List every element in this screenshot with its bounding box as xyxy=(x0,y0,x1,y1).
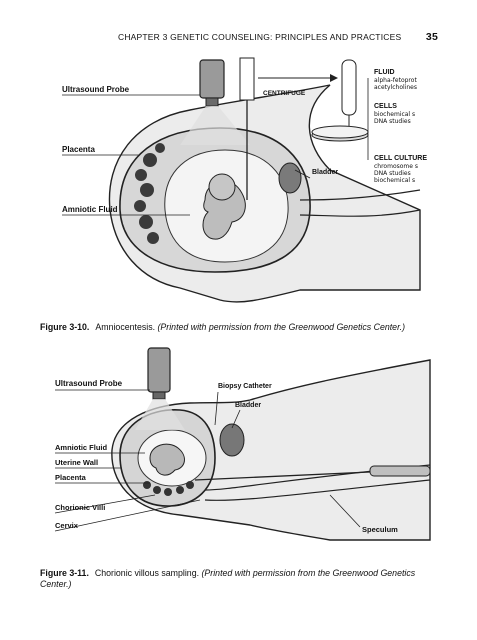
label-cells-line2: DNA studies xyxy=(374,118,411,125)
figure-chorionic-villous-sampling xyxy=(0,340,477,560)
caption-credit: (Printed with permission from the Greenwood Genetics Center.) xyxy=(157,322,406,332)
label-speculum: Speculum xyxy=(362,525,398,534)
label-centrifuge: CENTRIFUGE xyxy=(263,90,306,97)
label-bladder: Bladder xyxy=(312,169,339,176)
label-fluid-line1: alpha-fetoprot xyxy=(374,77,417,84)
caption-text-2: Chorionic villous sampling. xyxy=(94,568,200,578)
label-placenta: Placenta xyxy=(62,145,95,154)
caption-number: Figure 3-10. xyxy=(40,322,90,332)
label-culture-line3: biochemical s xyxy=(374,177,416,184)
chapter-title: CHAPTER 3 GENETIC COUNSELING: PRINCIPLES AND PRACTICES xyxy=(118,32,402,42)
label-ultrasound-probe: Ultrasound Probe xyxy=(62,85,130,94)
label-culture-head: CELL CULTURE xyxy=(374,155,428,162)
label-placenta-2: Placenta xyxy=(55,473,86,482)
label-chorionic-villi: Chorionic Villi xyxy=(55,503,106,512)
label-fluid-head: FLUID xyxy=(374,69,395,76)
label-cervix: Cervix xyxy=(55,521,78,530)
caption-number-2: Figure 3-11. xyxy=(40,568,89,578)
label-ultrasound-probe-2: Ultrasound Probe xyxy=(55,379,123,388)
figure-caption-3-11 xyxy=(40,568,440,590)
label-uterine-wall: Uterine Wall xyxy=(55,458,99,467)
label-amniotic-fluid-2: Amniotic Fluid xyxy=(55,443,108,452)
label-culture-line2: DNA studies xyxy=(374,170,411,177)
page-number: 35 xyxy=(425,31,438,43)
label-cells-line1: biochemical s xyxy=(374,111,416,118)
label-culture-line1: chromosome s xyxy=(374,163,418,170)
caption-credit-2: (Printed with permission from the Greenwood Genetics Center.) xyxy=(40,568,416,589)
caption-text: Amniocentesis. xyxy=(95,322,156,332)
label-biopsy-catheter: Biopsy Catheter xyxy=(218,383,272,390)
figure-caption-3-10 xyxy=(40,322,440,333)
label-amniotic-fluid: Amniotic Fluid xyxy=(62,205,118,214)
label-bladder-2: Bladder xyxy=(235,402,262,409)
label-fluid-line2: acetylcholines xyxy=(374,84,417,91)
label-cells-head: CELLS xyxy=(374,103,397,110)
figure-amniocentesis xyxy=(0,50,477,310)
